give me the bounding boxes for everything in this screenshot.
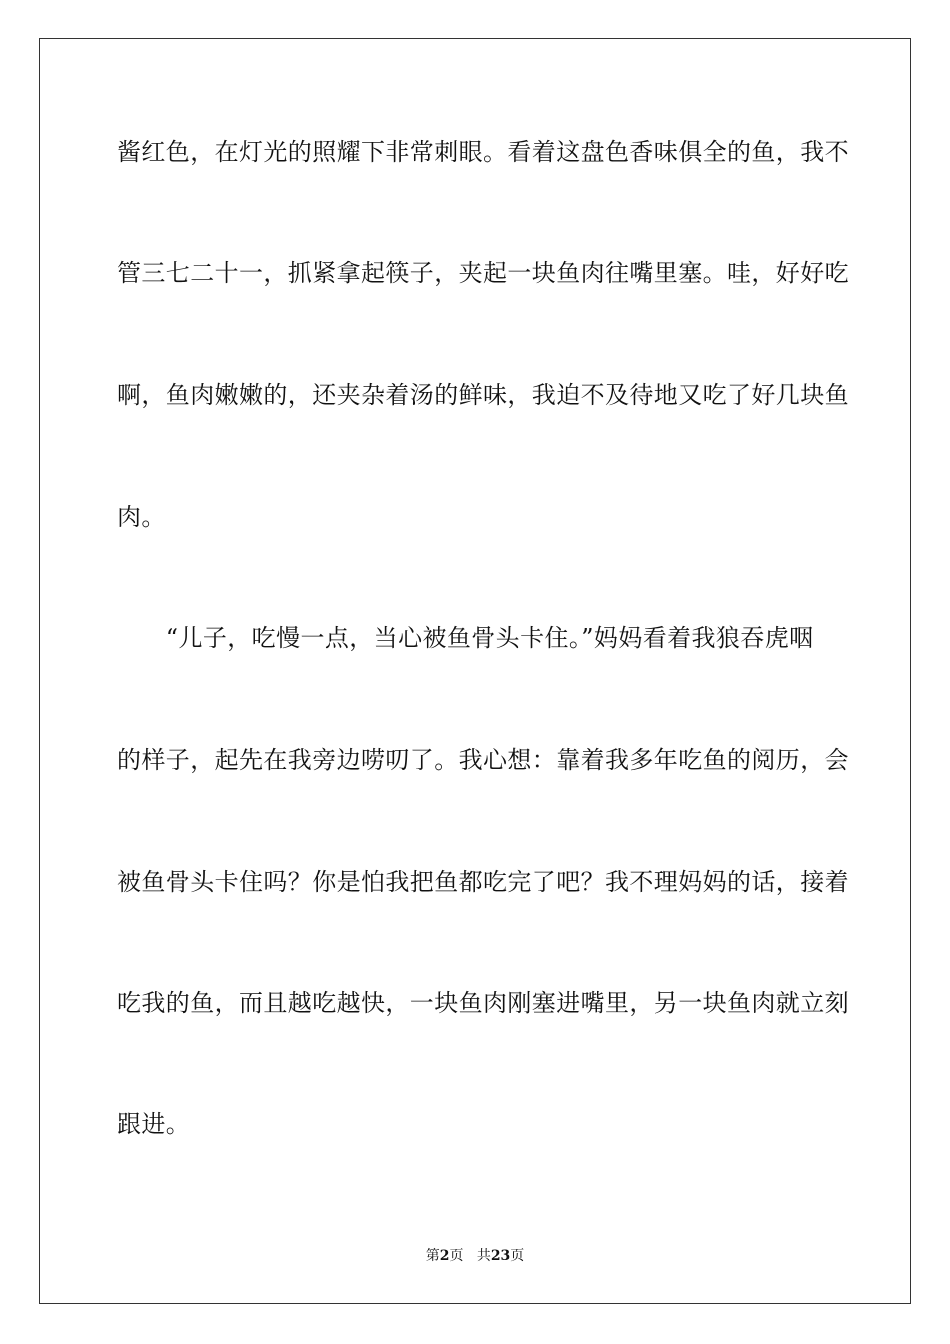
page-suffix: 页 (449, 1248, 464, 1264)
page-number: 2 (439, 1248, 450, 1264)
text-line-1: 酱红色，在灯光的照耀下非常刺眼。看着这盘色香味俱全的鱼，我不 (117, 138, 849, 166)
text-line-7: 被鱼骨头卡住吗？你是怕我把鱼都吃完了吧？我不理妈妈的话，接着 (117, 868, 849, 896)
text-line-5: “儿子，吃慢一点，当心被鱼骨头卡住。”妈妈看着我狼吞虎咽 (117, 624, 814, 652)
total-suffix: 页 (510, 1248, 525, 1264)
text-line-2: 管三七二十一，抓紧拿起筷子，夹起一块鱼肉往嘴里塞。哇，好好吃 (117, 259, 849, 287)
total-prefix: 共 (476, 1248, 491, 1264)
text-line-6: 的样子，起先在我旁边唠叨了。我心想：靠着我多年吃鱼的阅历，会 (117, 746, 849, 774)
text-line-3: 啊，鱼肉嫩嫩的，还夹杂着汤的鲜味，我迫不及待地又吃了好几块鱼 (117, 381, 849, 409)
text-line-4: 肉。 (117, 503, 166, 531)
page-prefix: 第 (425, 1248, 440, 1264)
text-line-9: 跟进。 (117, 1110, 191, 1138)
page-footer (0, 1247, 950, 1265)
total-pages: 23 (490, 1248, 511, 1264)
text-line-8: 吃我的鱼，而且越吃越快，一块鱼肉刚塞进嘴里，另一块鱼肉就立刻 (117, 989, 849, 1017)
